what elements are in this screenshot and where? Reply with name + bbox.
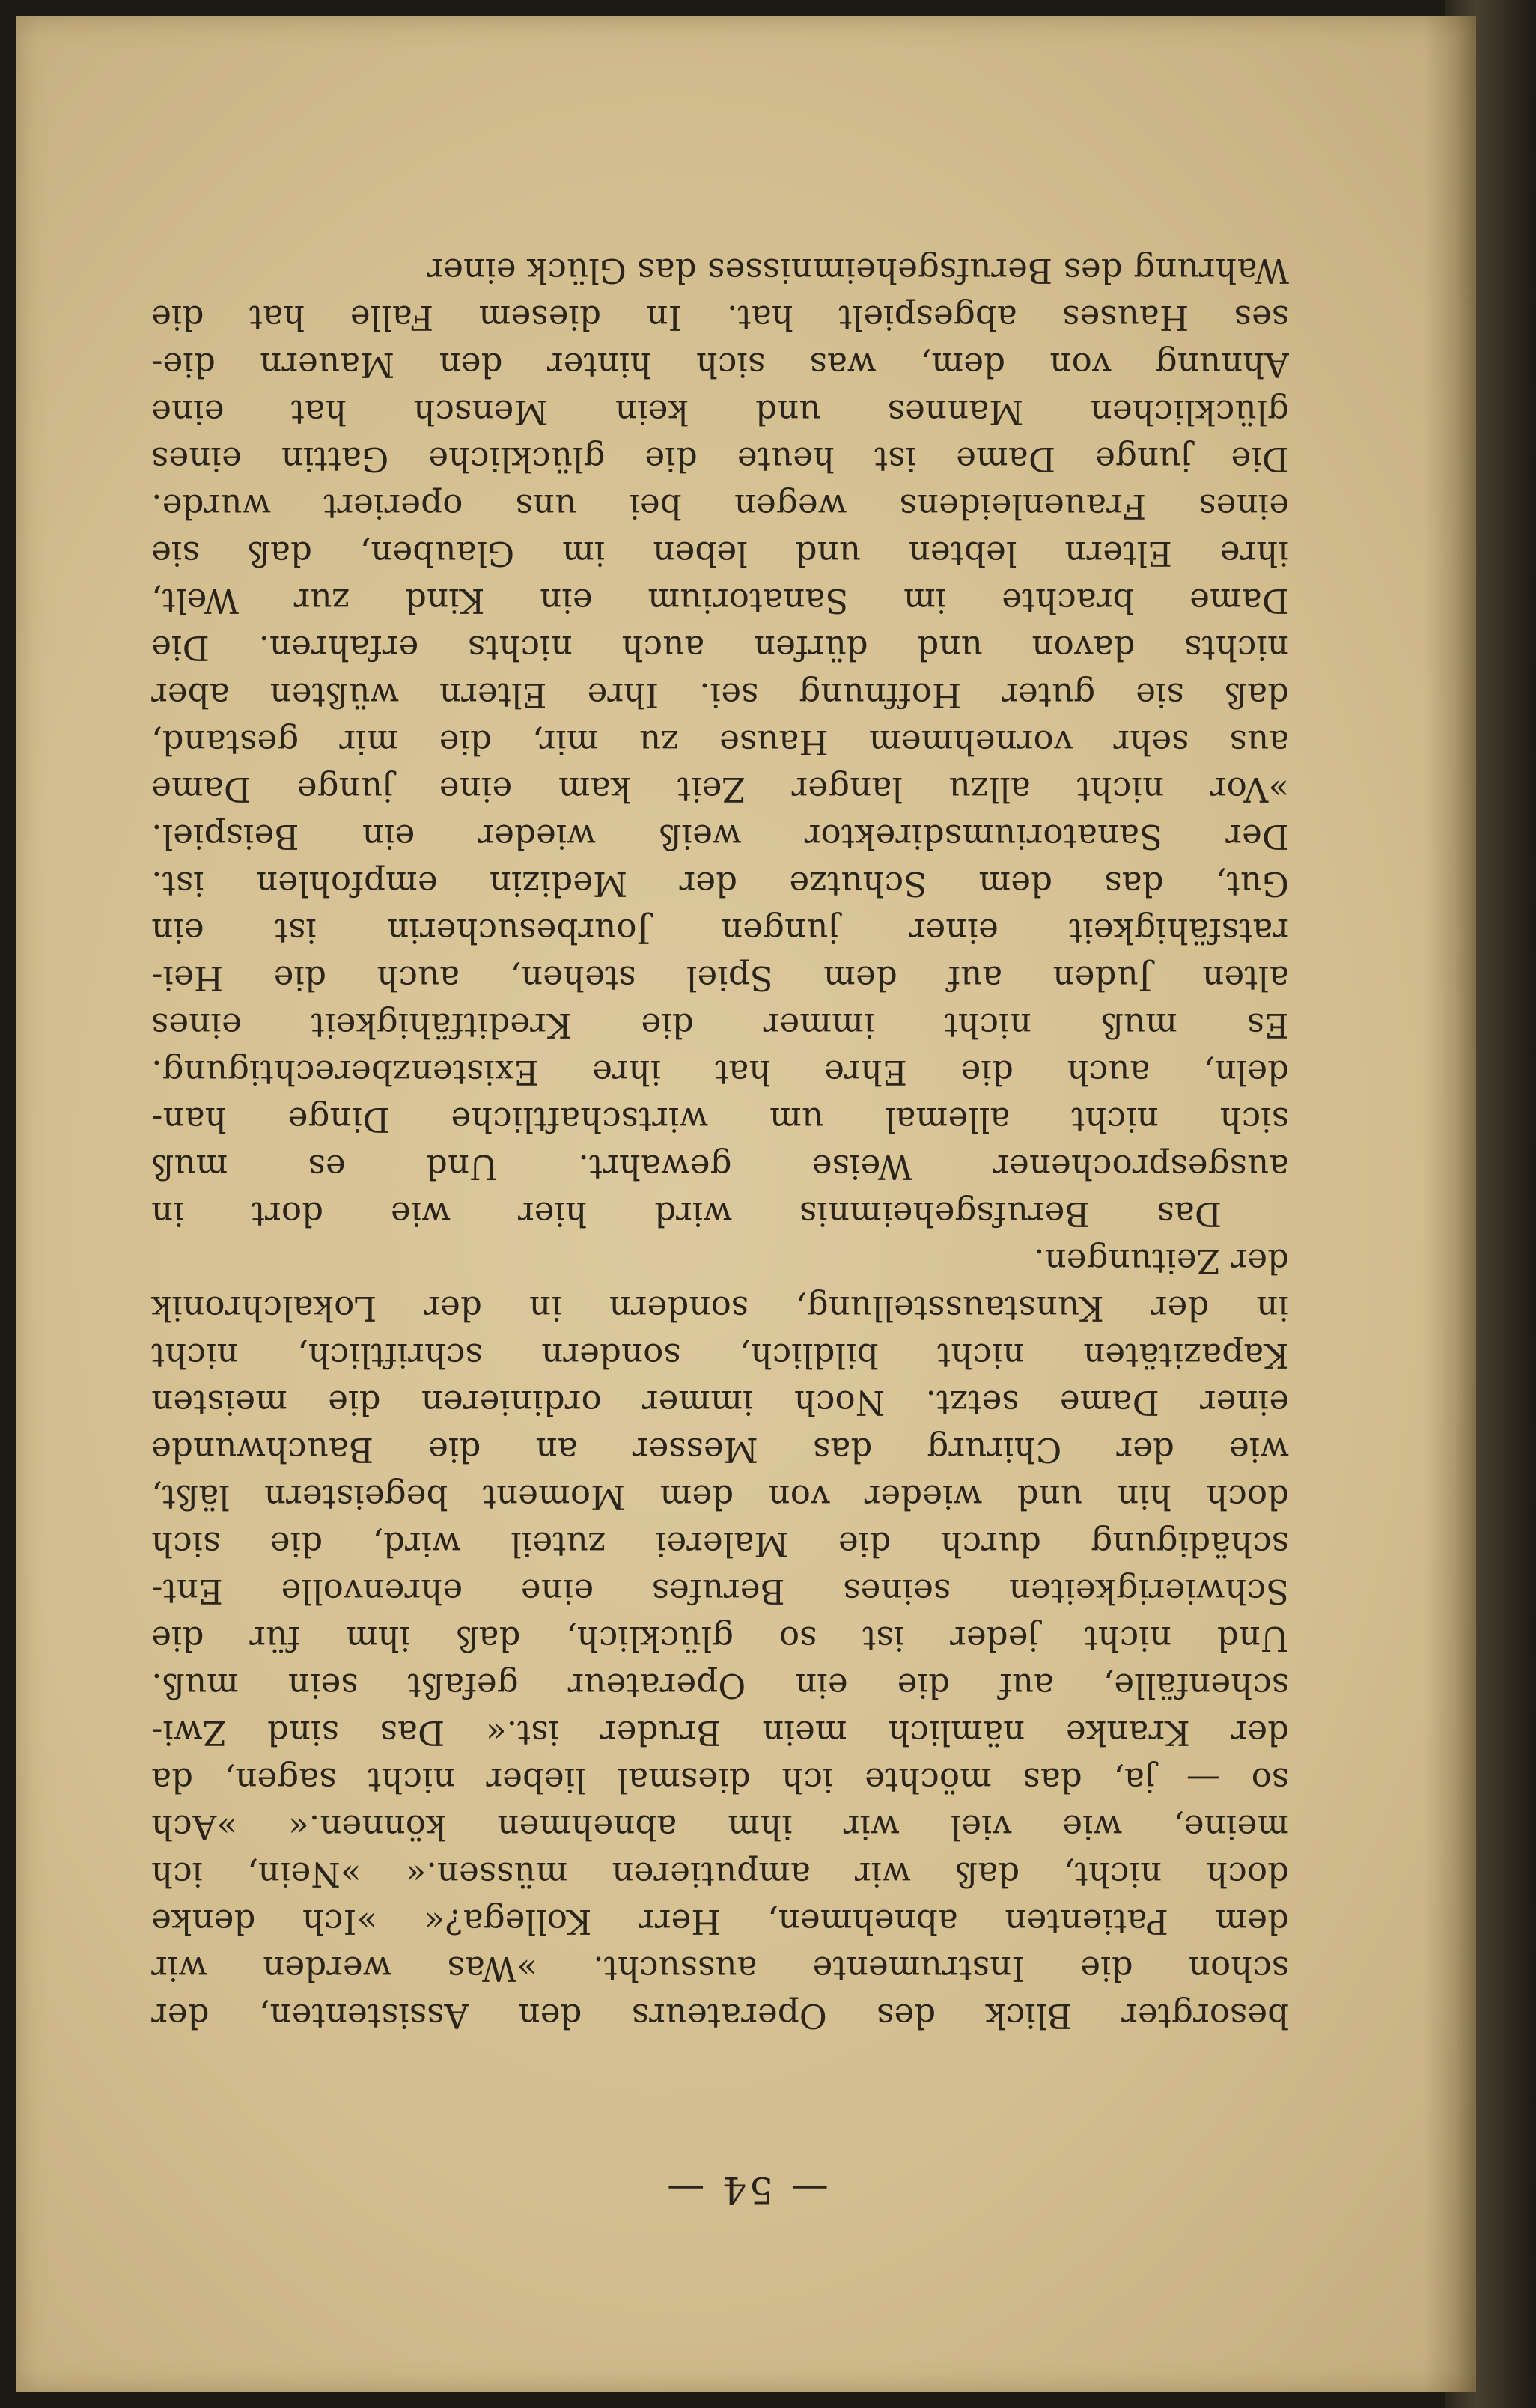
text-line: einer Dame setzt. Noch immer ordinieren die meisten <box>151 1383 1289 1423</box>
text-line: Das Berufsgeheimnis wird hier wie dort in <box>151 1194 1222 1234</box>
text-line: doch nicht, daß wir amputieren müssen.« »Nein, ich <box>151 1855 1289 1894</box>
text-line: Schwierigkeiten seines Berufes eine ehrenvolle Ent- <box>151 1572 1289 1611</box>
text-line: ses Hauses abgespielt hat. In diesem Falle hat die <box>151 298 1289 338</box>
text-line: Gut, das dem Schutze der Medizin empfohlen ist. <box>151 864 1289 904</box>
text-line: Der Sanatoriumsdirektor weiß wieder ein Beispiel. <box>151 817 1289 857</box>
text-line: dem Patienten abnehmen, Herr Kollega?« »Ich denke <box>151 1902 1289 1942</box>
page-edge-shadow <box>1424 16 1476 2392</box>
text-line: wie der Chirurg das Messer an die Bauchwunde <box>151 1430 1289 1470</box>
text-line: Die junge Dame ist heute die glückliche Gattin eines <box>151 440 1289 479</box>
page-number: — 54 — <box>664 2168 829 2212</box>
text-line: besorgter Blick des Operateurs den Assistenten, der <box>151 1996 1289 2036</box>
text-line: ihre Eltern lebten und leben im Glauben, daß sie <box>151 534 1289 574</box>
book-page <box>16 16 1476 2392</box>
text-line: deln, auch die Ehre hat ihre Existenzberechtigung. <box>151 1053 1289 1092</box>
text-line: Ahnung von dem, was sich hinter den Mauern die- <box>151 345 1289 385</box>
body-text <box>151 247 1289 2040</box>
text-line: Kapazitäten nicht bildlich, sondern schriftlich, nicht <box>151 1336 1289 1375</box>
text-line: glücklichen Mannes und kein Mensch hat eine <box>151 392 1289 432</box>
text-line: Es muß nicht immer die Kreditfähigkeit eines <box>151 1006 1289 1045</box>
text-line: der Kranke nämlich mein Bruder ist.« Das sind Zwi- <box>151 1713 1289 1753</box>
text-line: der Zeitungen. <box>1033 1241 1289 1281</box>
text-line: alten Juden auf dem Spiel stehen, auch die Hei- <box>151 958 1289 998</box>
text-line: doch hin und wieder von dem Moment begeistern läßt, <box>151 1477 1289 1517</box>
text-line: Und nicht jeder ist so glücklich, daß ihm für die <box>151 1619 1289 1658</box>
text-line: schenfälle, auf die ein Operateur gefaßt sein muß. <box>151 1666 1289 1706</box>
text-line: aus sehr vornehmem Hause zu mir, die mir gestand, <box>151 723 1289 762</box>
text-line: schon die Instrumente aussucht. »Was werden wir <box>151 1949 1289 1989</box>
text-line: daß sie guter Hoffnung sei. Ihre Eltern wüßten aber <box>151 675 1289 715</box>
text-line: schädigung durch die Malerei zuteil wird, die sich <box>151 1524 1289 1564</box>
text-line: sich nicht allemal um wirtschaftliche Dinge han- <box>151 1100 1289 1140</box>
text-line: nichts davon und dürfen auch nichts erfahren. Die <box>151 628 1289 668</box>
text-line: Wahrung des Berufsgeheimnisses das Glück einer <box>427 251 1289 291</box>
text-line: in der Kunstausstellung, sondern in der Lokalchronik <box>151 1289 1289 1328</box>
page-content-inverted <box>16 16 1476 2392</box>
text-line: eines Frauenleidens wegen bei uns operiert wurde. <box>151 487 1289 526</box>
text-line: so — ja, das möchte ich diesmal lieber nicht sagen, da <box>151 1760 1289 1800</box>
text-line: Dame brachte im Sanatorium ein Kind zur Welt, <box>151 581 1289 621</box>
text-line: ausgesprochener Weise gewahrt. Und es muß <box>151 1147 1289 1187</box>
text-line: »Vor nicht allzu langer Zeit kam eine junge Dame <box>151 770 1289 809</box>
text-line: meine, wie viel wir ihm abnehmen können.« »Ach <box>151 1807 1289 1847</box>
text-line: ratsfähigkeit einer jungen Jourbesucherin ist ein <box>151 911 1289 951</box>
